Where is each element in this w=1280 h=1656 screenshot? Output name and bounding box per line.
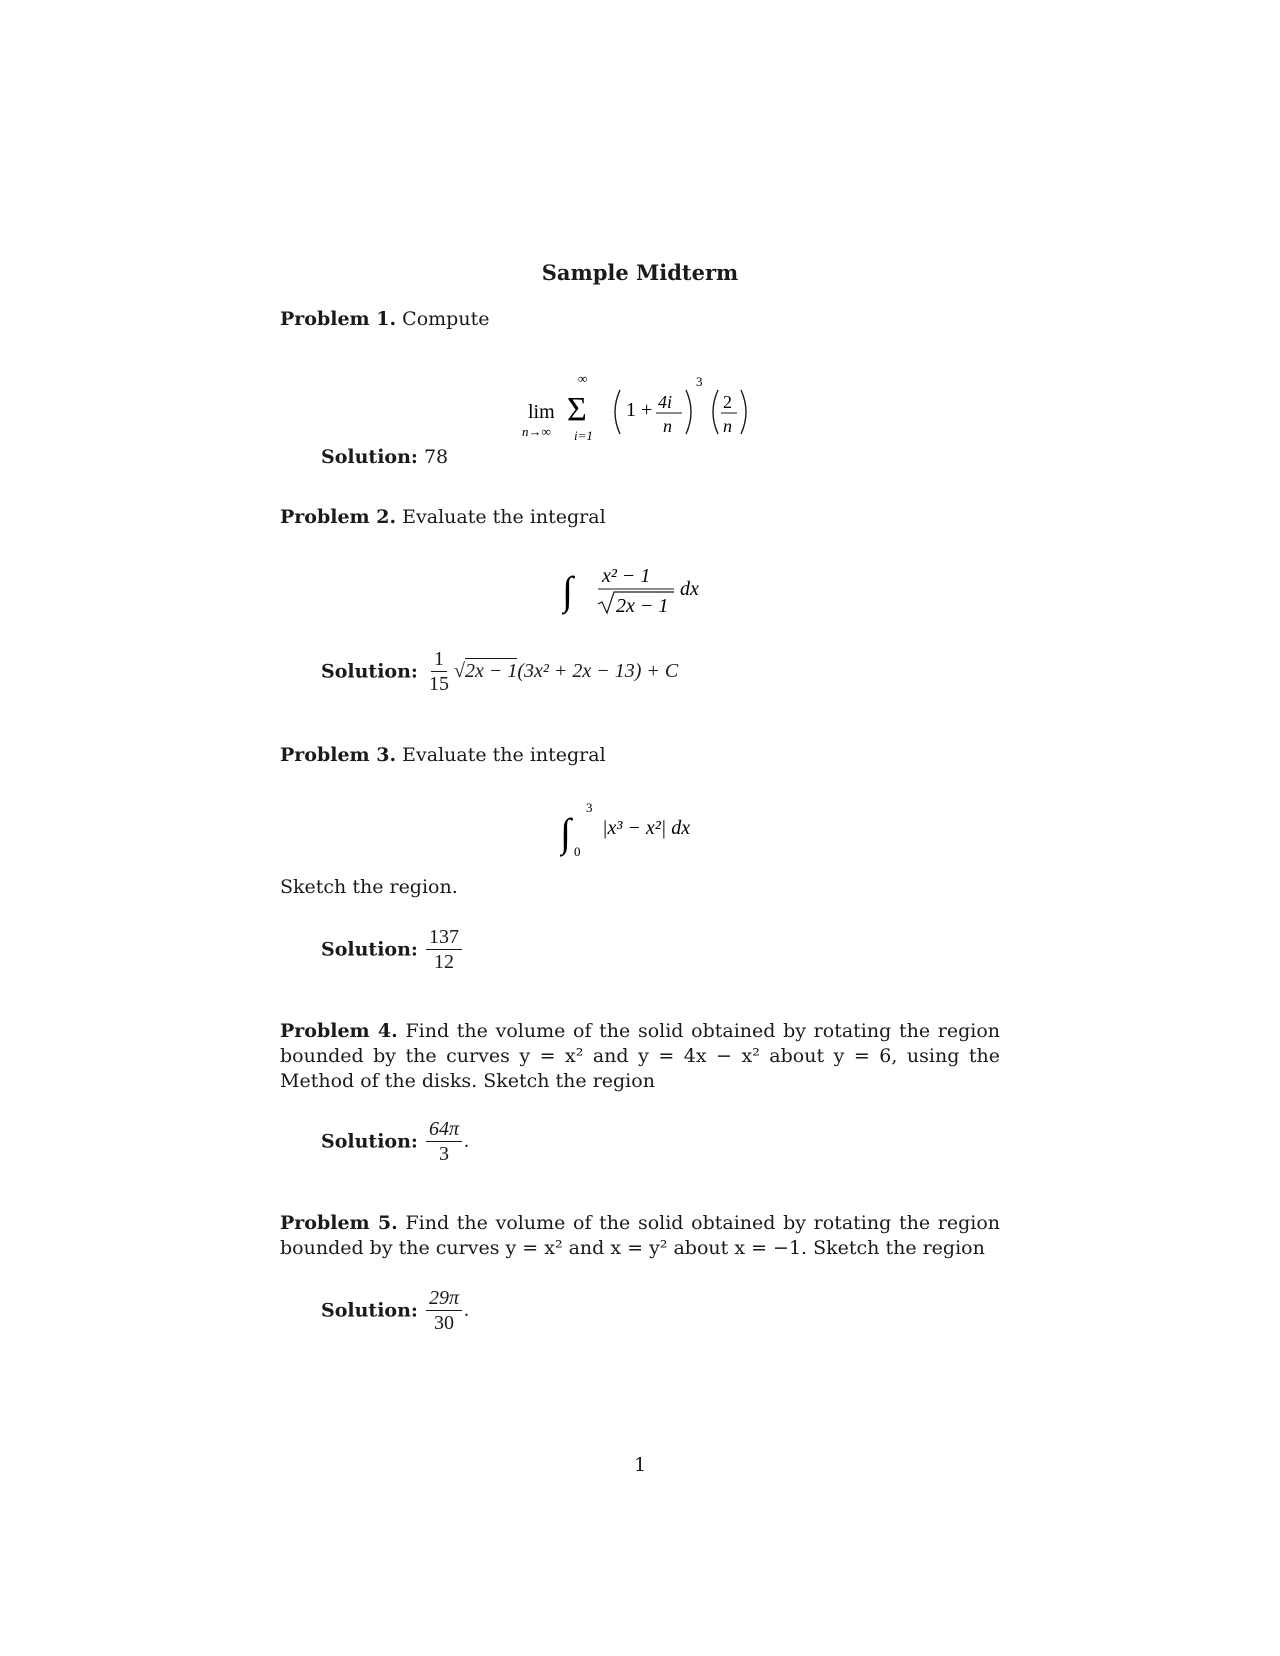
- sum-lower-limit: i=1: [574, 428, 593, 443]
- integrand-denominator: 2x − 1: [616, 595, 669, 617]
- sigma-symbol: Σ: [567, 391, 587, 428]
- problem-4: [280, 1019, 1000, 1094]
- problem-3: [280, 743, 1000, 768]
- problem-5-text: Find the volume of the solid obtained by rotating the region bounded by the curves y = x² and x = y² about x = −1. Sketch the region: [280, 1212, 1000, 1259]
- solution-3-frac-den: 12: [433, 951, 454, 973]
- problem-2: [280, 505, 1000, 530]
- solution-5-frac-den: 30: [433, 1312, 454, 1334]
- solution-2-fraction: [426, 648, 452, 695]
- solution-5-period: .: [464, 1299, 469, 1321]
- problem-4-label: Problem 4.: [280, 1020, 398, 1042]
- power-exponent: 3: [696, 374, 703, 389]
- problem-5-label: Problem 5.: [280, 1212, 398, 1234]
- frac-2n-numerator: 2: [723, 392, 732, 412]
- solution-3-frac-num: 137: [426, 926, 462, 950]
- frac-2n-denominator: n: [723, 416, 732, 436]
- solution-4-frac-num: 64π: [426, 1118, 462, 1142]
- solution-4-period: .: [464, 1130, 469, 1152]
- page-number: 1: [633, 1454, 647, 1476]
- solution-3-label: Solution:: [321, 938, 418, 961]
- solution-4-label: Solution:: [321, 1130, 418, 1153]
- problem-1-formula: [520, 372, 760, 448]
- solution-3-fraction: [426, 926, 462, 973]
- right-paren: [686, 390, 691, 434]
- solution-5: [321, 1287, 469, 1334]
- integral-dx: dx: [680, 578, 699, 600]
- sqrt-symbol: √: [453, 660, 465, 682]
- problem-1: [280, 307, 1000, 332]
- solution-1-value: 78: [423, 446, 449, 468]
- lim-text: lim: [528, 401, 555, 423]
- solution-3: [321, 926, 464, 973]
- problem-5: [280, 1211, 1000, 1261]
- solution-1-label: Solution:: [321, 446, 418, 468]
- solution-4: [321, 1118, 469, 1165]
- solution-2-label: Solution:: [321, 660, 418, 683]
- integrand-numerator: x² − 1: [602, 565, 651, 587]
- page-title: Sample Midterm: [541, 260, 739, 285]
- solution-4-frac-den: 3: [438, 1143, 449, 1165]
- problem-1-text: Compute: [402, 308, 490, 330]
- problem-3-formula: [560, 800, 720, 862]
- lim-subscript: n→∞: [522, 424, 551, 439]
- problem-3-text: Evaluate the integral: [402, 744, 606, 766]
- solution-1: [321, 446, 448, 468]
- solution-2-frac-num: 1: [431, 648, 447, 672]
- problem-4-text: Find the volume of the solid obtained by rotating the region bounded by the curves y = x² and y = 4x − x² about y = 6, using the Method of the disks. Sketch the region: [280, 1020, 1000, 1092]
- solution-2-frac-den: 15: [428, 673, 449, 695]
- left-paren-2: [713, 390, 718, 434]
- sum-upper-limit: ∞: [578, 372, 588, 386]
- integral-upper-limit: 3: [586, 800, 593, 815]
- integral-lower-limit: 0: [574, 844, 581, 859]
- problem-2-text: Evaluate the integral: [402, 506, 606, 528]
- problem-2-label: Problem 2.: [280, 506, 397, 528]
- problem-3-note: Sketch the region.: [280, 876, 458, 898]
- integral-sign: ∫: [562, 568, 573, 613]
- solution-2-radicand: 2x − 1: [464, 660, 518, 682]
- solution-4-fraction: [426, 1118, 462, 1165]
- integrand-abs: |x³ − x²| dx: [602, 817, 691, 839]
- integral-sign: ∫: [560, 810, 571, 855]
- solution-5-fraction: [426, 1287, 462, 1334]
- solution-2: [321, 648, 678, 695]
- solution-5-frac-num: 29π: [426, 1287, 462, 1311]
- problem-1-label: Problem 1.: [280, 308, 397, 330]
- problem-3-label: Problem 3.: [280, 744, 397, 766]
- solution-2-rest: (3x² + 2x − 13) + C: [517, 660, 679, 682]
- solution-5-label: Solution:: [321, 1299, 418, 1322]
- frac-4i-denominator: n: [663, 416, 672, 436]
- problem-2-formula: [562, 560, 712, 620]
- left-paren: [615, 390, 620, 434]
- right-paren-2: [741, 390, 746, 434]
- one-plus: 1 +: [626, 399, 653, 421]
- frac-4i-numerator: 4i: [658, 392, 673, 412]
